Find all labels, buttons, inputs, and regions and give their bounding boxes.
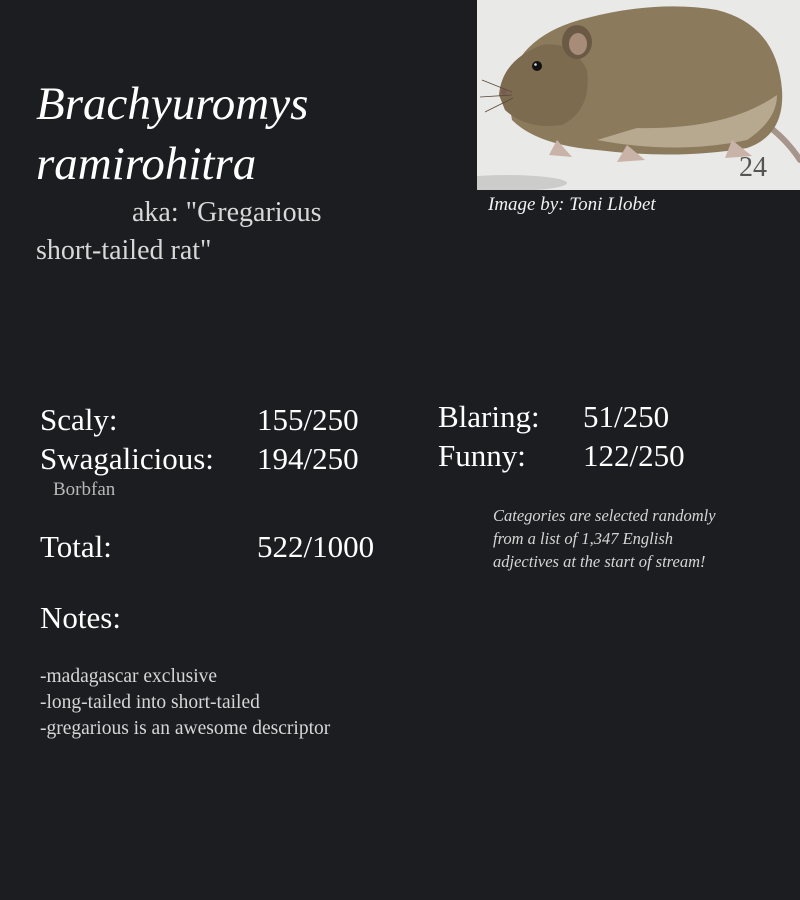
score-value-blaring: 51/250 <box>583 399 670 434</box>
notes-heading: Notes: <box>40 600 121 635</box>
score-contributor: Borbfan <box>53 479 116 500</box>
score-value-total: 522/1000 <box>257 529 375 564</box>
score-label-swagalicious: Swagalicious: <box>40 441 214 476</box>
species-image <box>477 0 800 190</box>
note-item: -gregarious is an awesome descriptor <box>40 718 331 739</box>
score-value-funny: 122/250 <box>583 438 685 473</box>
species-scientific-name: Brachyuromys ramirohitra <box>36 78 309 190</box>
plate-number: 24 <box>739 152 767 183</box>
note-item: -long-tailed into short-tailed <box>40 692 260 713</box>
note-item: -madagascar exclusive <box>40 666 218 687</box>
score-label-total: Total: <box>40 529 112 564</box>
score-value-scaly: 155/250 <box>257 402 359 437</box>
image-credit: Image by: Toni Llobet <box>488 194 656 215</box>
species-common-name: aka: "Gregarious short-tailed rat" <box>36 197 322 266</box>
score-value-swagalicious: 194/250 <box>257 441 359 476</box>
score-label-blaring: Blaring: <box>438 399 540 434</box>
notes-list <box>40 664 330 742</box>
categories-note: Categories are selected randomly from a list of 1,347 English adjectives at the start of stream! <box>493 506 716 571</box>
score-label-funny: Funny: <box>438 438 526 473</box>
score-label-scaly: Scaly: <box>40 402 118 437</box>
